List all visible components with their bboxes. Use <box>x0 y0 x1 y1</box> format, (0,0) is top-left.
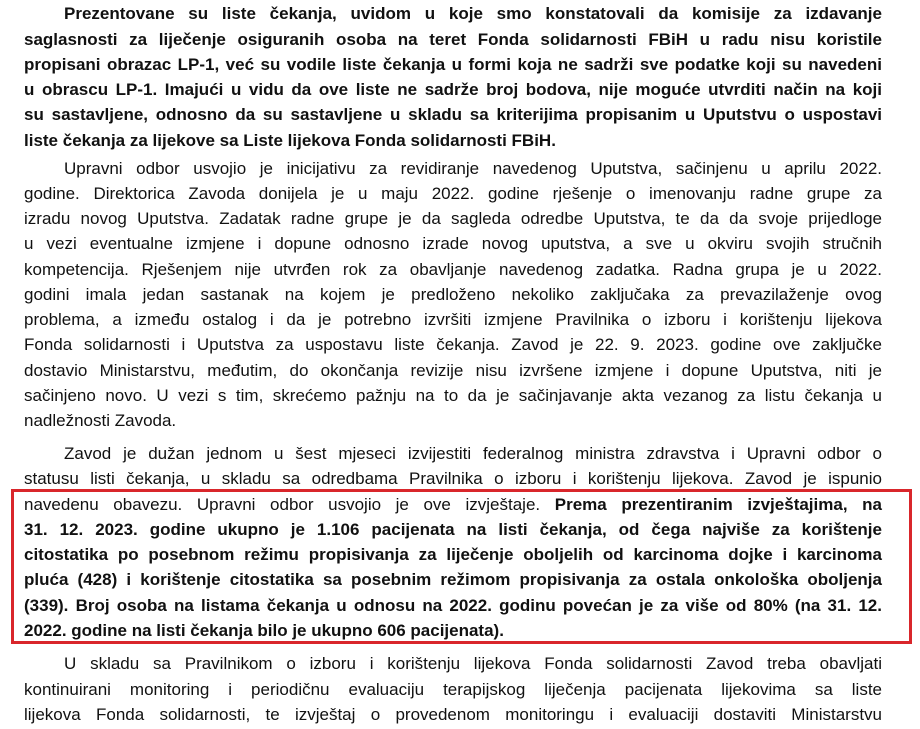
text-line: Upravni odbor usvojio je inicijativu za revidiranje navedenog Uputstva, sačinjenu u aprilu 2022. <box>64 159 882 178</box>
text-line: izradu novog Uputstva. Zadatak radne grupe je da sagleda odredbe Uputstva, te da da svoje prijedloge <box>24 209 882 228</box>
highlight-box <box>11 489 912 644</box>
text-line: Prezentovane su liste čekanja, uvidom u koje smo konstatovali da komisije za izdavanje <box>64 4 882 23</box>
text-line: propisani obrazac LP-1, već su vodile liste čekanja u formi koja ne sadrži sve podatke koji su navedeni <box>24 55 882 74</box>
text-line: lijekova Fonda solidarnosti, te izvještaj o provedenom monitoringu i evaluaciji dostaviti Ministarstvu <box>24 705 882 724</box>
text-segment-bold: Prema prezentiranim izvještajima, na <box>554 495 882 514</box>
text-line: saglasnosti za liječenje osiguranih osoba na teret Fonda solidarnosti FBiH u radu nisu koristile <box>24 30 882 49</box>
text-line: liste čekanja za lijekove sa Liste lijekova Fonda solidarnosti FBiH. <box>24 131 556 150</box>
text-line: kompetencija. Rješenjem nije utvrđen rok za obavljanje navedenog zadatka. Radna grupa je u 2022. <box>24 260 882 279</box>
text-line: u vezi eventualne izmjene i dopune odnosno izrade novog uputstva, a sve u okviru svojih stručnih <box>24 234 882 253</box>
text-line: dostavio Ministarstvu, međutim, do okončanja revizije nisu izvršene izmjene i dopune Uputstva, niti je <box>24 361 882 380</box>
text-line: (339). Broj osoba na listama čekanja u odnosu na 2022. godinu povećan je za više od 80% (na 31. 12. <box>24 596 882 615</box>
text-line: Fonda solidarnosti i Uputstva za uspostavu liste čekanja. Zavod je 22. 9. 2023. godine ove zaključke <box>24 335 882 354</box>
text-segment: navedenu obavezu. Upravni odbor usvojio je ove izvještaje. <box>24 495 555 514</box>
text-line: godini imala jedan sastanak na kojem je predloženo nekoliko zaključaka za prevazilaženje ovog <box>24 285 882 304</box>
text-line: pluća (428) i korištenje citostatika sa posebnim režimom propisivanja za ostala onkološka oboljenja <box>24 570 882 589</box>
text-line: statusu listi čekanja, u skladu sa odredbama Pravilnika o izboru i korištenju lijekova. Zavod je ispunio <box>24 469 882 488</box>
text-line: citostatika po posebnom režimu propisivanja za liječenje oboljelih od karcinoma dojke i karcinoma <box>24 545 882 564</box>
text-line: problema, a između ostalog i da je potrebno izvršiti izmjene Pravilnika o izboru i korištenju lijekova <box>24 310 882 329</box>
text-line: godine. Direktorica Zavoda donijela je u maju 2022. godine rješenje o imenovanju radne grupe za <box>24 184 882 203</box>
text-line: u obrascu LP-1. Imajući u vidu da ove liste ne sadrže broj bodova, nije moguće utvrditi način na koji <box>24 80 882 99</box>
text-line: kontinuirani monitoring i periodičnu evaluaciju terapijskog liječenja pacijenata lijekovima sa liste <box>24 680 882 699</box>
text-line: 2022. godine na listi čekanja bilo je ukupno 606 pacijenata). <box>24 621 504 640</box>
text-line: Zavod je dužan jednom u šest mjeseci izvijestiti federalnog ministra zdravstva i Upravni odbor o <box>64 444 882 463</box>
text-line: nadležnosti Zavoda. <box>24 411 177 430</box>
text-line: su sastavljene, odnosno da su sastavljene u skladu sa kriterijima propisanim u Uputstvu o uspostavi <box>24 105 882 124</box>
text-line: U skladu sa Pravilnikom o izboru i korištenju lijekova Fonda solidarnosti Zavod treba obavljati <box>64 654 882 673</box>
text-line: 31. 12. 2023. godine ukupno je 1.106 pacijenata na listi čekanja, od čega najviše za korištenje <box>24 520 882 539</box>
text-line: sačinjeno novo. U vezi s tim, skrećemo pažnju na to da je sačinjavanje akta vezanog za listu čekanja u <box>24 386 882 405</box>
